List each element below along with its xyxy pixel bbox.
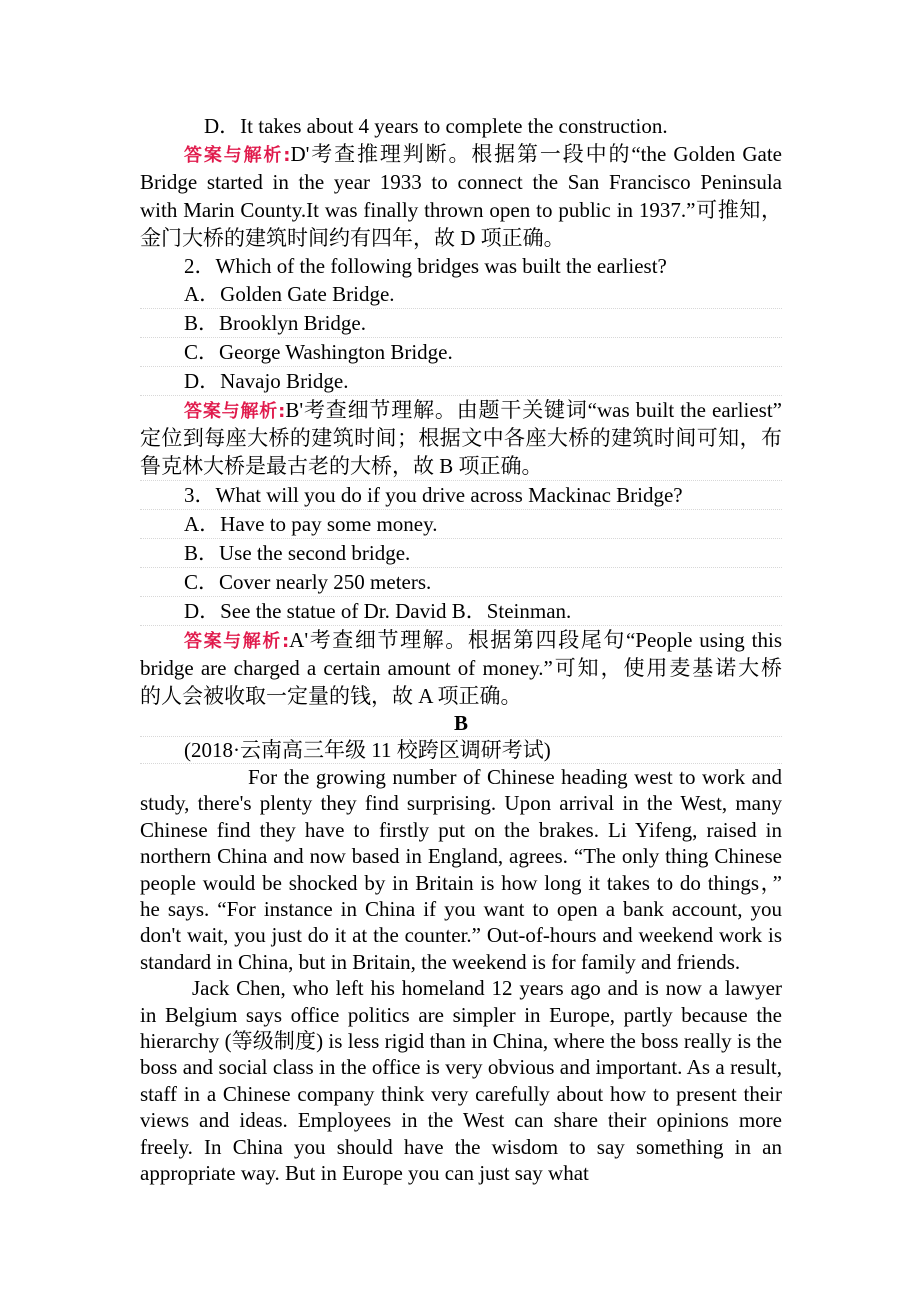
passage-paragraph-1: For the growing number of Chinese heading west to work and study, there's plenty they find surprising. Upon arrival in the West, many Chinese find they have to firstly put on the brakes. Li Yifeng, raised in northern China and now based in England, agrees. “The only thing Chinese people would be shocked by in Britain is how long it takes to do things，” he says. “For instance in China if you want to open a bank account, you don't wait, you just do it at the counter.” Out-of-hours and weekend work is standard in China, but in Britain, the weekend is for family and friends.	[140, 765, 782, 974]
q2-option-c: C．George Washington Bridge.	[140, 338, 782, 367]
answer-1-line-2: Bridge started in the year 1933 to connect the San Francisco Peninsula	[140, 170, 782, 194]
passage-source: (2018·云南高三年级 11 校跨区调研考试)	[140, 737, 782, 764]
q2-option-a: A．Golden Gate Bridge.	[140, 280, 782, 309]
q2-option-d: D．Navajo Bridge.	[140, 367, 782, 396]
passage-paragraph-2: Jack Chen, who left his homeland 12 years ago and is now a lawyer in Belgium says office politics are simpler in Europe, partly because the hierarchy (等级制度) is less rigid than in China, where the boss really is the boss and social class in the office is very obvious and important. As a result, staff in a Chinese company think very carefully about how to present their views and ideas. Employees in the West can share their opinions more freely. In China you should have the wisdom to say something in an appropriate way. But in Europe you can just say what	[140, 976, 782, 1186]
answer-2-line-2: 定位到每座大桥的建筑时间；根据文中各座大桥的建筑时间可知，布	[140, 426, 782, 450]
answer-1-line-3: with Marin County.It was finally thrown open to public in 1937.”可推知，	[140, 198, 782, 222]
answer-1-line-1: 答案与解析:D'考查推理判断。根据第一段中的“the Golden Gate	[184, 142, 782, 166]
answer-3-line-1: 答案与解析:A'考查细节理解。根据第四段尾句“People using this	[184, 628, 782, 652]
q3-option-b: B．Use the second bridge.	[140, 539, 782, 568]
q2-stem: 2．Which of the following bridges was built the earliest?	[184, 254, 667, 278]
answer-2-line-1: 答案与解析:B'考查细节理解。由题干关键词“was built the earliest”	[184, 398, 782, 422]
document-page	[140, 112, 782, 1187]
answer-3-line-3: 的人会被收取一定量的钱，故 A 项正确。	[140, 684, 522, 708]
q3-option-c: C．Cover nearly 250 meters.	[140, 568, 782, 597]
answer-3-line-2: bridge are charged a certain amount of money.”可知，使用麦基诺大桥	[140, 656, 782, 680]
answer-1-line-4: 金门大桥的建筑时间约有四年，故 D 项正确。	[140, 226, 565, 250]
answer-2-line-3: 鲁克林大桥是最古老的大桥，故 B 项正确。	[140, 452, 782, 481]
q3-stem: 3．What will you do if you drive across Mackinac Bridge?	[140, 481, 782, 510]
q3-option-d: D．See the statue of Dr. David B．Steinman.	[140, 597, 782, 626]
q1-option-d: D．It takes about 4 years to complete the construction.	[204, 114, 668, 138]
q2-option-b: B．Brooklyn Bridge.	[140, 309, 782, 338]
answer-label: 答案与解析:	[184, 145, 291, 166]
q3-option-a: A．Have to pay some money.	[140, 510, 782, 539]
answer-label: 答案与解析:	[184, 401, 286, 422]
answer-label: 答案与解析:	[184, 631, 290, 652]
section-heading: B	[140, 710, 782, 737]
